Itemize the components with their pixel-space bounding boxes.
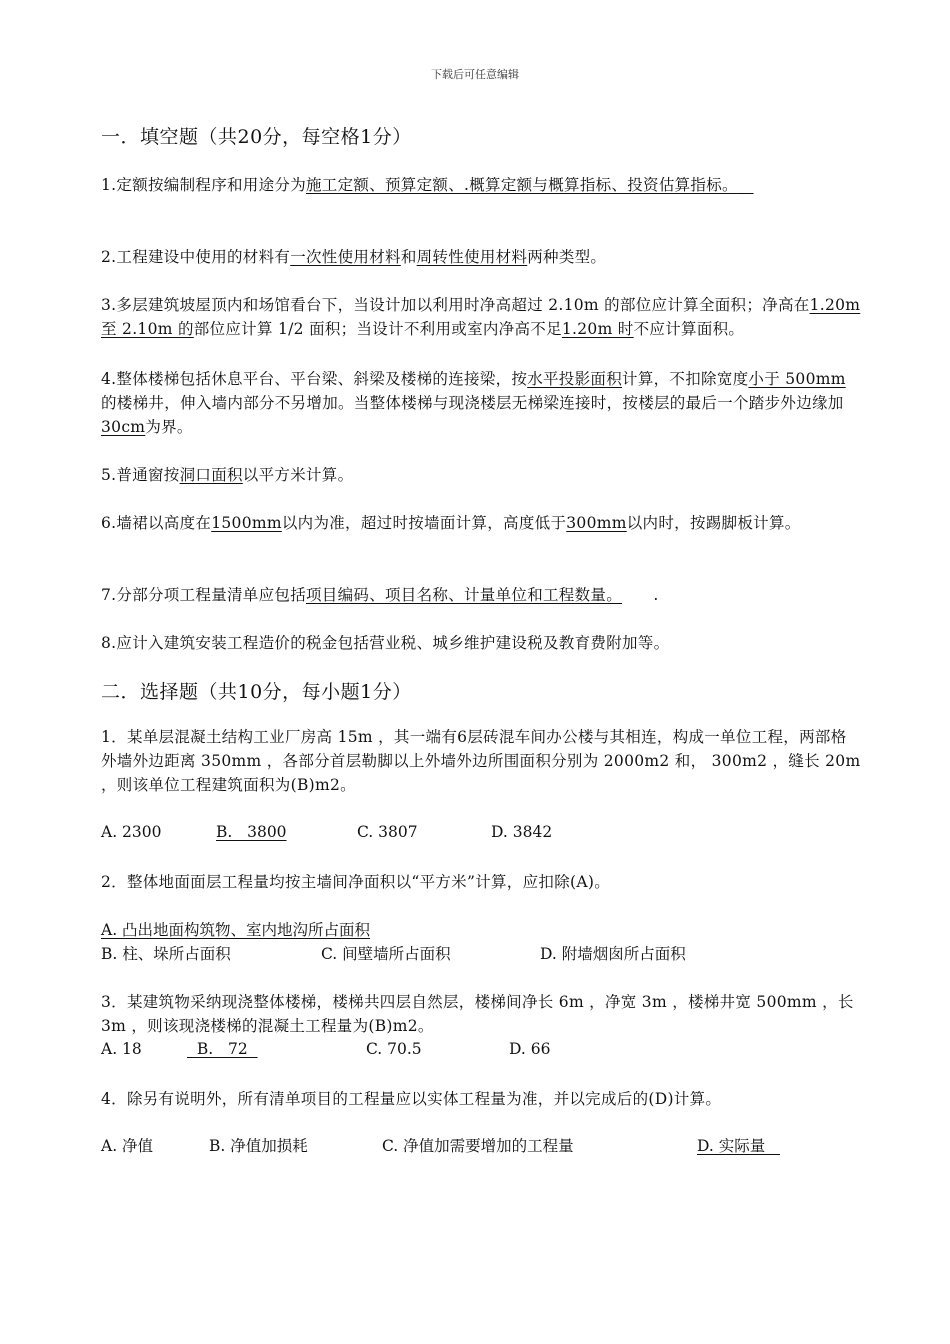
q2-text: 2.工程建设中使用的材料有 (101, 248, 291, 266)
q6-text-2: 以内为准，超过时按墙面计算，高度低于 (281, 514, 567, 532)
q3-answer-2: 1.20m 时 (561, 320, 634, 338)
fill-question-6 (101, 511, 861, 535)
fill-question-2 (101, 245, 861, 269)
q6-text: 6.墙裙以高度在 (101, 514, 212, 532)
q4-text-2: 计算，不扣除宽度 (622, 370, 749, 388)
fill-question-1 (101, 173, 861, 197)
q3-text-2: 部位应计算 1/2 面积；当设计不利用或室内净高不足 (193, 320, 562, 338)
q7-answer: 项目编码、项目名称、计量单位和工程数量。 (306, 586, 623, 604)
choice-4-option-d: D. 实际量 (697, 1137, 781, 1155)
choice-question-4: 4．除另有说明外，所有清单项目的工程量应以实体工程量为准，并以完成后的(D)计算。 (101, 1090, 722, 1108)
choice-3-option-b: B. 72 (187, 1040, 258, 1058)
q2-answer-2: 周转性使用材料 (416, 248, 528, 266)
section-title-fill-blank: 一．填空题（共20分，每空格1分） (101, 126, 412, 148)
choice-2-option-d: D. 附墙烟囱所占面积 (540, 945, 686, 963)
choice-question-1: 1．某单层混凝土结构工业厂房高 15m ，其一端有6层砖混车间办公楼与其相连，构成一单位工程，两部格外墙外边距离 350mm ，各部分首层勒脚以上外墙外边所围面积分别为 2000m2 和， 300m2 ，缝长 20m ，则该单位工程建筑面积为(B)m2。 (101, 728, 861, 794)
q4-answer-2: 小于 500mm (748, 370, 846, 388)
fill-question-3 (101, 293, 861, 341)
q1-answer: 施工定额、预算定额、.概算定额与概算指标、投资估算指标。 (306, 176, 738, 194)
q5-text-2: 以平方米计算。 (242, 466, 354, 484)
q7-tail: . (622, 586, 659, 604)
choice-1-option-b: B. 3800 (216, 823, 287, 841)
page-header: 下载后可任意编辑 (431, 68, 519, 81)
choice-2-option-a: A. 凸出地面构筑物、室内地沟所占面积 (101, 921, 371, 939)
q6-answer-2: 300mm (566, 514, 627, 532)
q6-text-3: 以内时，按踢脚板计算。 (626, 514, 801, 532)
fill-question-4 (101, 367, 861, 439)
fill-question-5 (101, 463, 861, 487)
choice-question-2: 2．整体地面面层工程量均按主墙间净面积以“平方米”计算，应扣除(A)。 (101, 873, 610, 891)
q6-answer-1: 1500mm (211, 514, 282, 532)
q4-text-3: 的楼梯井，伸入墙内部分不另增加。当整体楼梯与现浇楼层无梯梁连接时，按楼层的最后一个踏步外边缘加 (101, 394, 844, 412)
q2-answer-1: 一次性使用材料 (290, 248, 401, 266)
fill-question-7 (101, 583, 861, 607)
q3-answer-1: 1.20m 至 2.10m 的 (101, 296, 861, 338)
choice-1-option-d: D. 3842 (491, 823, 553, 841)
choice-question-3: 3．某建筑物采纳现浇整体楼梯，楼梯共四层自然层，楼梯间净长 6m ，净宽 3m ，楼梯井宽 500mm ，长 3m ，则该现浇楼梯的混凝土工程量为(B)m2。 (101, 993, 854, 1035)
q1-blank (738, 176, 754, 194)
choice-2-option-b: B. 柱、垛所占面积 (101, 945, 231, 963)
choice-3-option-d: D. 66 (509, 1040, 551, 1058)
choice-1-option-c: C. 3807 (357, 823, 418, 841)
choice-4-option-a: A. 净值 (101, 1137, 154, 1155)
section-title-choice: 二．选择题（共10分，每小题1分） (101, 681, 412, 703)
q1-text: 1.定额按编制程序和用途分为 (101, 176, 306, 194)
fill-question-8: 8.应计入建筑安装工程造价的税金包括营业税、城乡维护建设税及教育费附加等。 (101, 634, 670, 652)
choice-3-option-a: A. 18 (101, 1040, 142, 1058)
q4-answer-3: 30cm (101, 418, 146, 436)
choice-4-option-b: B. 净值加损耗 (209, 1137, 308, 1155)
q4-answer-1: 水平投影面积 (527, 370, 623, 388)
q3-text: 3.多层建筑坡屋顶内和场馆看台下，当设计加以利用时净高超过 2.10m 的部位应计算全面积；净高在 (101, 296, 810, 314)
q2-text-2: 和 (400, 248, 417, 266)
q4-text: 4.整体楼梯包括休息平台、平台梁、斜梁及楼梯的连接梁，按 (101, 370, 528, 388)
q5-text: 5.普通窗按 (101, 466, 180, 484)
choice-4-option-c: C. 净值加需要增加的工程量 (382, 1137, 574, 1155)
choice-1-option-a: A. 2300 (101, 823, 162, 841)
q3-text-3: 不应计算面积。 (633, 320, 745, 338)
q5-answer: 洞口面积 (179, 466, 243, 484)
choice-2-option-c: C. 间壁墙所占面积 (321, 945, 451, 963)
choice-3-option-c: C. 70.5 (366, 1040, 422, 1058)
q2-text-3: 两种类型。 (527, 248, 607, 266)
q4-text-4: 为界。 (145, 418, 193, 436)
q7-text: 7.分部分项工程量清单应包括 (101, 586, 306, 604)
